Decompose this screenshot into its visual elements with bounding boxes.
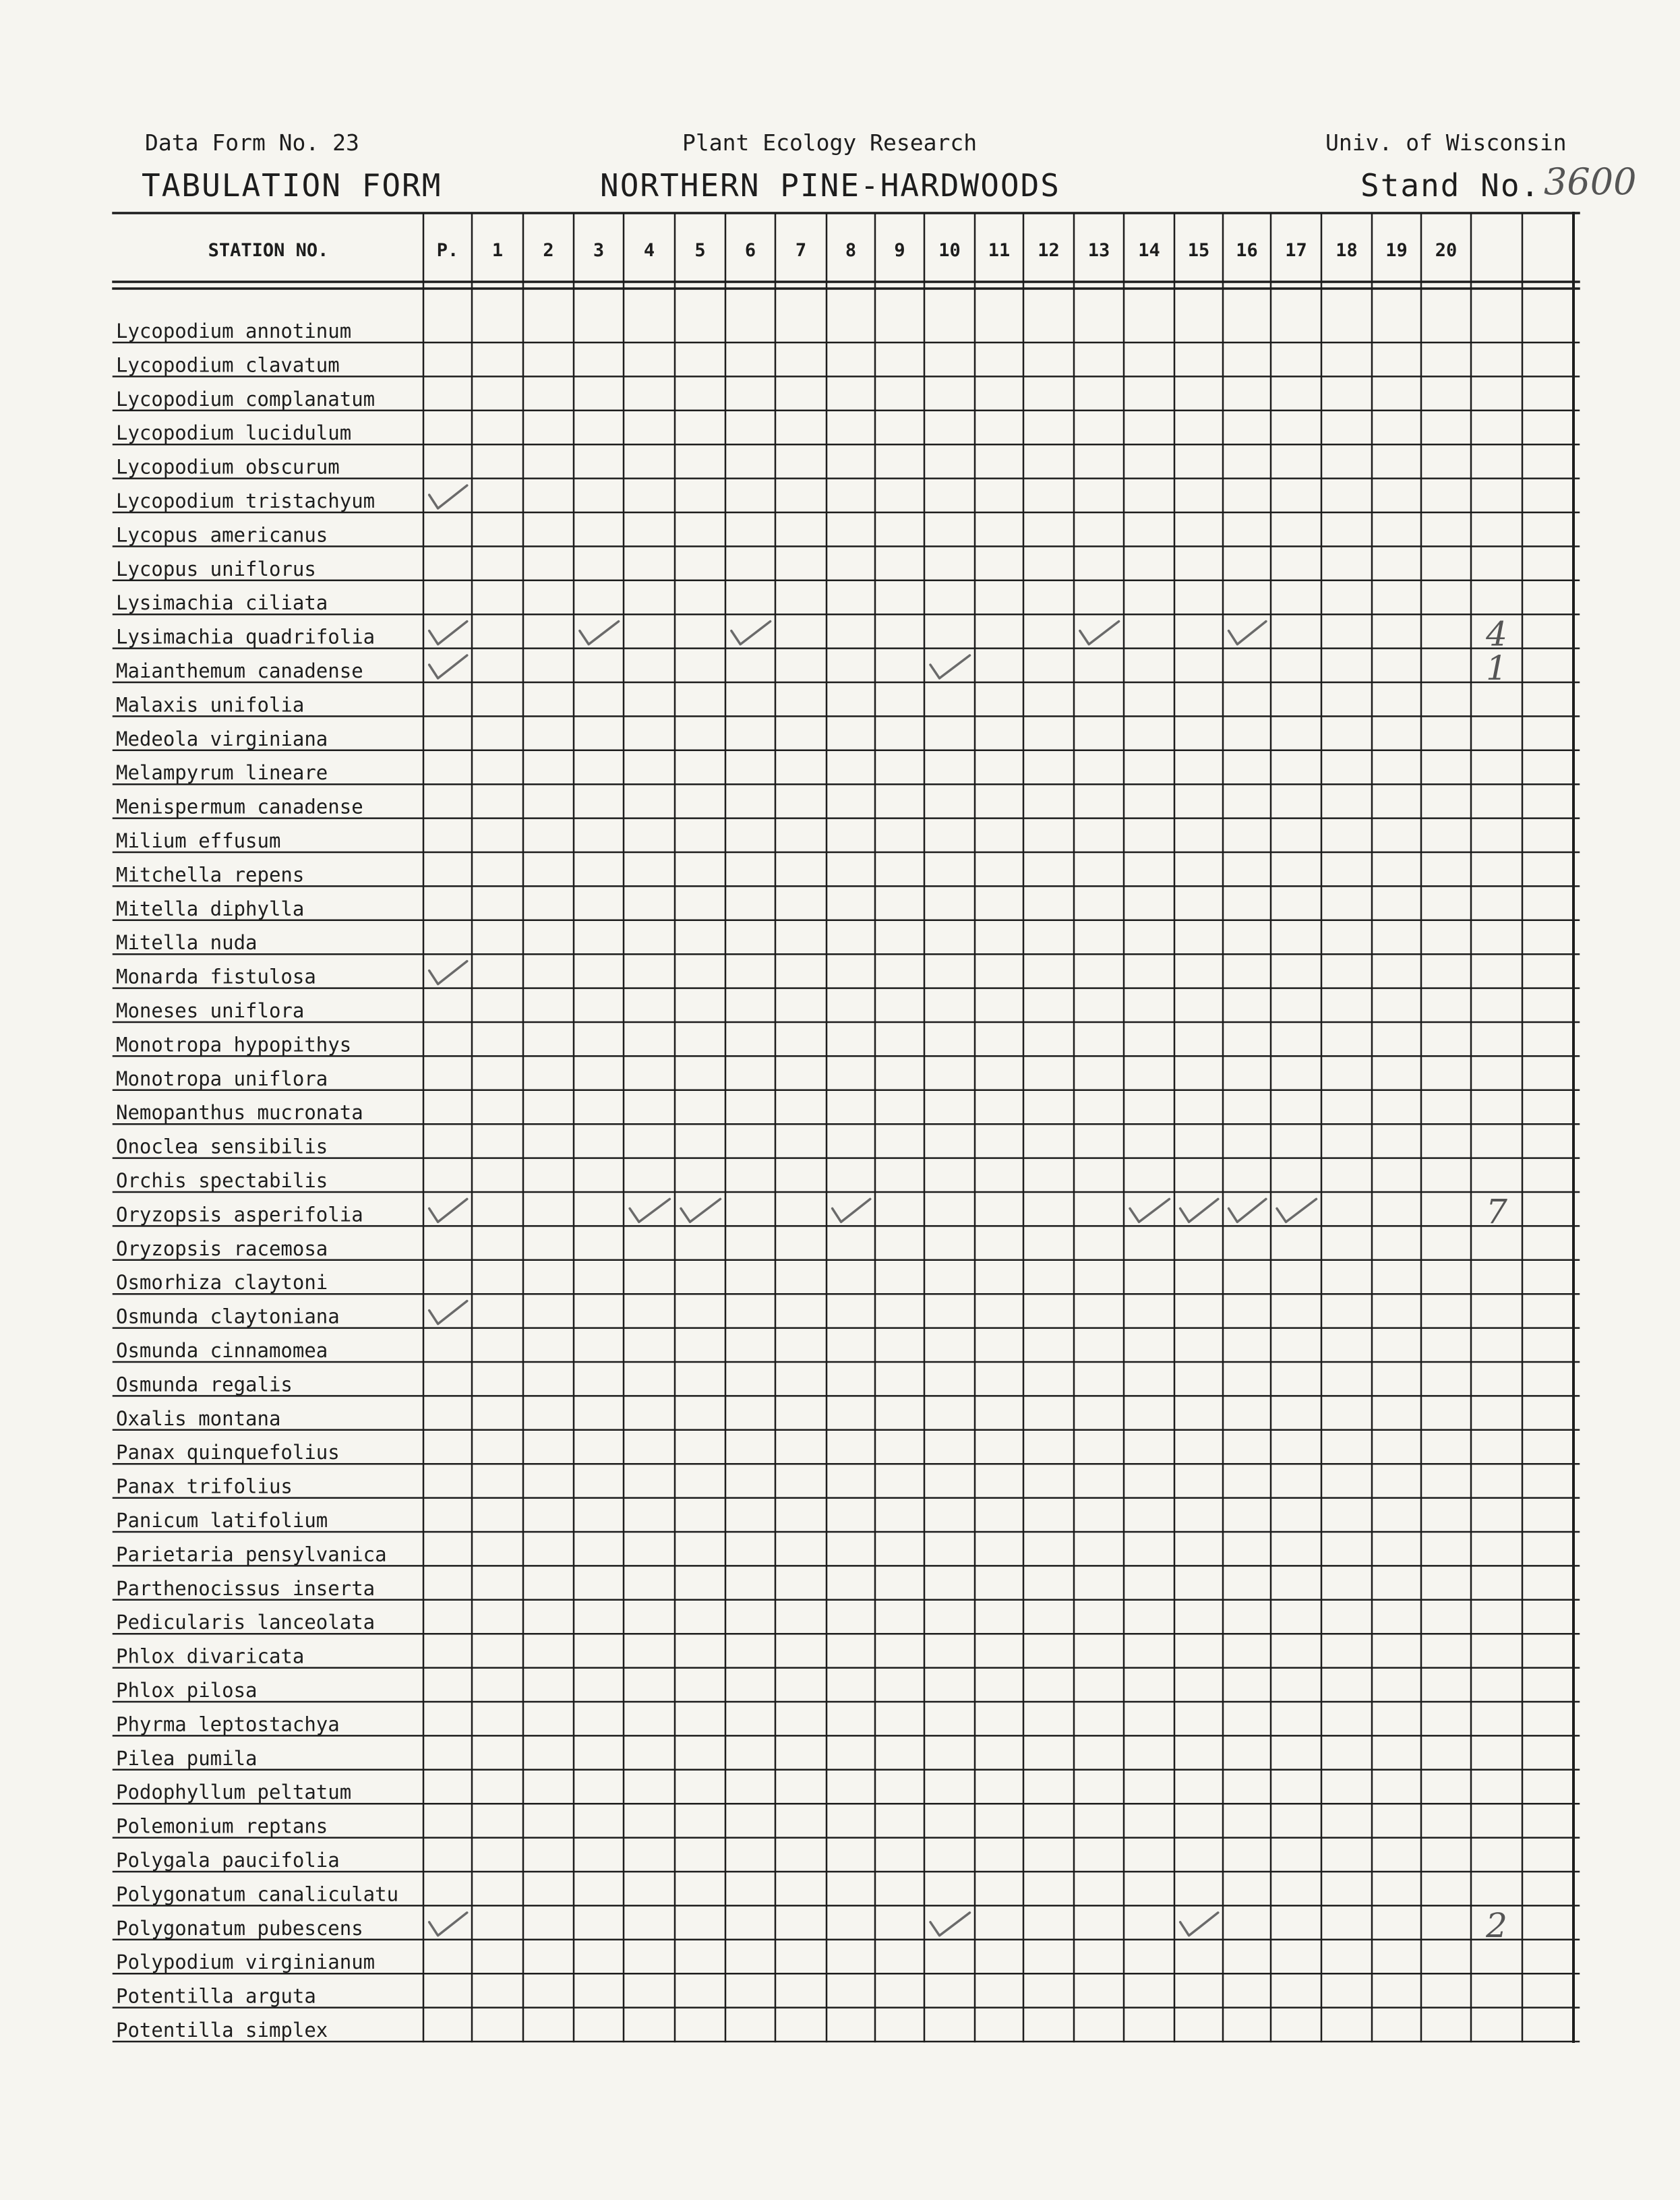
species-label: Osmunda claytoniana [116, 1305, 340, 1328]
column-header-p: P. [436, 240, 459, 261]
species-label: Polygonatum pubescens [116, 1916, 363, 1940]
species-label: Polygala paucifolia [116, 1849, 340, 1872]
species-label: Lycopodium clavatum [116, 353, 340, 377]
species-label: Menispermum canadense [116, 795, 363, 819]
species-label: Monotropa hypopithys [116, 1033, 352, 1057]
stand-label: Stand No. [1360, 167, 1541, 204]
species-label: Potentilla arguta [116, 1984, 316, 2008]
column-header-17: 17 [1285, 240, 1307, 261]
column-header-3: 3 [593, 240, 605, 261]
species-label: Pilea pumila [116, 1746, 258, 1770]
form-subtitle: NORTHERN PINE-HARDWOODS [600, 167, 1060, 204]
check-mark-icon [429, 655, 467, 678]
species-label: Parthenocissus inserta [116, 1576, 376, 1600]
row-total: 7 [1486, 1192, 1507, 1232]
column-header-9: 9 [894, 240, 905, 261]
species-label: Malaxis unifolia [116, 693, 305, 717]
station-no-header: STATION NO. [208, 240, 329, 261]
species-label: Lycopodium lucidulum [116, 421, 352, 445]
species-label: Nemopanthus mucronata [116, 1101, 363, 1125]
stand-number[interactable]: 3600 [1544, 160, 1637, 203]
species-label: Osmunda regalis [116, 1373, 293, 1396]
row-total: 2 [1486, 1905, 1507, 1945]
species-label: Melampyrum lineare [116, 761, 328, 785]
species-label: Maianthemum canadense [116, 659, 363, 682]
species-label: Panax trifolius [116, 1475, 293, 1498]
check-mark-icon [630, 1199, 669, 1222]
column-header-5: 5 [694, 240, 706, 261]
column-header-14: 14 [1138, 240, 1160, 261]
species-label: Medeola virginiana [116, 727, 328, 750]
check-mark-icon [580, 622, 619, 645]
row-total: 4 [1486, 614, 1507, 654]
species-label: Mitella nuda [116, 931, 258, 955]
species-label: Oryzopsis asperifolia [116, 1203, 363, 1226]
species-label: Lysimachia quadrifolia [116, 625, 376, 649]
check-mark-icon [1277, 1199, 1317, 1222]
check-mark-icon [429, 1199, 467, 1222]
check-mark-icon [1180, 1913, 1218, 1936]
column-header-13: 13 [1087, 240, 1110, 261]
column-header-20: 20 [1435, 240, 1458, 261]
species-label: Lycopus americanus [116, 523, 328, 547]
check-mark-icon [1229, 1199, 1266, 1222]
species-label: Lycopodium obscurum [116, 455, 340, 479]
species-label: Phlox pilosa [116, 1679, 258, 1702]
form-title: TABULATION FORM [142, 167, 442, 204]
species-label: Monarda fistulosa [116, 965, 316, 988]
species-label: Panax quinquefolius [116, 1441, 340, 1464]
check-mark-icon [429, 485, 467, 508]
column-header-15: 15 [1187, 240, 1210, 261]
species-label: Osmorhiza claytoni [116, 1271, 328, 1295]
check-mark-icon [1080, 622, 1119, 645]
check-mark-icon [429, 1301, 467, 1324]
column-header-2: 2 [543, 240, 554, 261]
check-mark-icon [1180, 1199, 1218, 1222]
species-label: Polypodium virginianum [116, 1951, 376, 1974]
organization: Plant Ecology Research [682, 129, 978, 156]
species-label: Lysimachia ciliata [116, 591, 328, 615]
check-mark-icon [681, 1199, 721, 1222]
species-label: Lycopodium tristachyum [116, 489, 376, 512]
species-label: Onoclea sensibilis [116, 1135, 328, 1158]
species-label: Oryzopsis racemosa [116, 1237, 328, 1260]
column-header-6: 6 [744, 240, 756, 261]
check-mark-icon [731, 622, 771, 645]
species-label: Podophyllum peltatum [116, 1781, 352, 1804]
check-mark-icon [930, 1913, 970, 1936]
column-header-1: 1 [491, 240, 504, 261]
row-total: 1 [1486, 649, 1507, 688]
species-label: Mitella diphylla [116, 897, 305, 920]
species-label: Oxalis montana [116, 1406, 281, 1430]
species-label: Orchis spectabilis [116, 1169, 328, 1192]
check-mark-icon [429, 961, 467, 984]
species-label: Moneses uniflora [116, 999, 305, 1022]
column-header-10: 10 [938, 240, 961, 261]
species-label: Phlox divaricata [116, 1644, 305, 1668]
species-label: Phyrma leptostachya [116, 1713, 340, 1736]
column-header-11: 11 [988, 240, 1011, 261]
column-header-8: 8 [845, 240, 857, 261]
species-label: Polemonium reptans [116, 1814, 328, 1838]
column-header-19: 19 [1385, 240, 1408, 261]
species-label: Lycopodium annotinum [116, 320, 352, 343]
column-header-4: 4 [643, 240, 655, 261]
column-header-16: 16 [1236, 240, 1258, 261]
species-label: Milium effusum [116, 829, 281, 852]
species-label: Osmunda cinnamomea [116, 1339, 328, 1362]
check-mark-icon [1130, 1199, 1170, 1222]
form-number: Data Form No. 23 [145, 129, 359, 156]
column-header-7: 7 [795, 240, 807, 261]
species-label: Parietaria pensylvanica [116, 1543, 387, 1566]
check-mark-icon [930, 655, 970, 678]
university: Univ. of Wisconsin [1325, 129, 1567, 156]
check-mark-icon [429, 622, 467, 645]
species-label: Panicum latifolium [116, 1509, 328, 1532]
check-mark-icon [833, 1199, 870, 1222]
species-label: Monotropa uniflora [116, 1067, 328, 1090]
species-label: Lycopodium complanatum [116, 387, 376, 411]
check-mark-icon [1229, 622, 1266, 645]
species-label: Polygonatum canaliculatu [116, 1882, 399, 1906]
species-label: Pedicularis lanceolata [116, 1611, 376, 1634]
column-header-12: 12 [1038, 240, 1060, 261]
species-label: Mitchella repens [116, 863, 305, 887]
check-mark-icon [429, 1913, 467, 1936]
column-header-18: 18 [1336, 240, 1358, 261]
species-label: Potentilla simplex [116, 2019, 328, 2042]
species-label: Lycopus uniflorus [116, 557, 316, 581]
